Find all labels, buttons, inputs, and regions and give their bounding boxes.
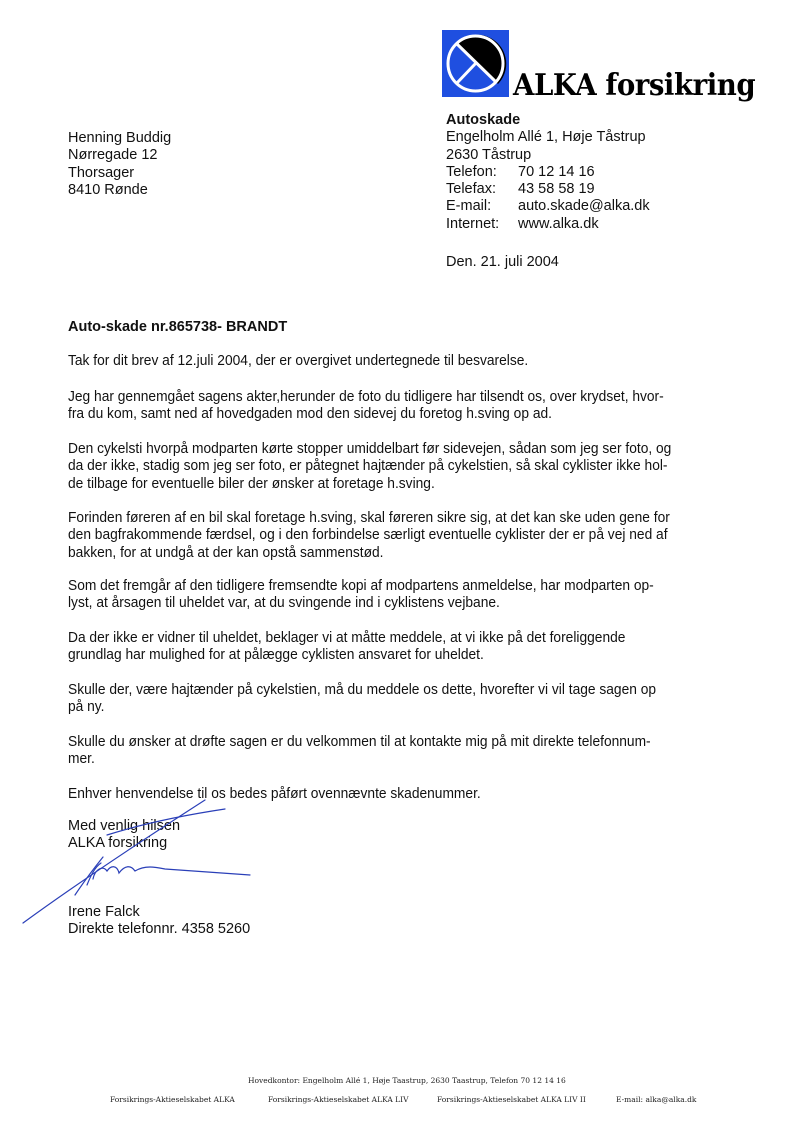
contact-internet <box>446 216 650 233</box>
recipient-town: Thorsager <box>68 164 135 181</box>
paragraph-line: Tak for dit brev af 12.juli 2004, der er overgivet undertegnede til besvarelse. <box>68 353 529 369</box>
footer-company: Forsikrings-Aktieselskabet ALKA <box>110 1095 235 1104</box>
recipient-name: Henning Buddig <box>68 130 172 146</box>
sender-block <box>446 112 650 233</box>
paragraph-line: mer. <box>68 751 95 768</box>
paragraph-line: Som det fremgår af den tidligere fremsendte kopi af modpartens anmeldelse, har modparten op- <box>68 578 654 594</box>
sender-address: Engelholm Allé 1, Høje Tåstrup <box>446 129 646 146</box>
recipient-postal: 8410 Rønde <box>68 181 148 198</box>
paragraph-line: Skulle du ønsker at drøfte sagen er du velkommen til at kontakte mig på mit direkte telefonnum- <box>68 734 651 750</box>
signer-name: Irene Falck <box>68 904 140 920</box>
footer-company: Forsikrings-Aktieselskabet ALKA LIV II <box>437 1095 586 1104</box>
signer-block <box>68 904 250 939</box>
paragraph-line: de tilbage for eventuelle biler der ønsker at foretage h.sving. <box>68 475 435 492</box>
contact-fax <box>446 181 650 198</box>
paragraph-line: Den cykelsti hvorpå modparten kørte stopper umiddelbart før sidevejen, sådan som jeg ser foto, og <box>68 441 672 457</box>
contact-label: Telefon: <box>446 163 497 180</box>
paragraph-line: Enhver henvendelse til os bedes påført ovennævnte skadenummer. <box>68 786 481 802</box>
closing <box>68 818 180 853</box>
letter-subject: Auto-skade nr.865738- BRANDT <box>68 319 288 335</box>
paragraph-line: den bagfrakommende færdsel, og i den forbindelse særligt eventuelle cyklister der er på vej ned af <box>68 527 668 544</box>
paragraph <box>68 578 714 613</box>
contact-label: Internet: <box>446 215 500 232</box>
contact-value: 70 12 14 16 <box>518 163 595 180</box>
paragraph-line: Jeg har gennemgået sagens akter,herunder de foto du tidligere har tilsendt os, over krydset, hvor- <box>68 389 664 405</box>
paragraph <box>68 630 714 665</box>
recipient-address <box>68 130 171 199</box>
paragraph-line: Forinden føreren af en bil skal foretage h.sving, skal føreren sikre sig, at det kan ske uden gene for <box>68 510 670 526</box>
paragraph-line: på ny. <box>68 699 105 716</box>
paragraph <box>68 510 714 562</box>
closing-company: ALKA forsikring <box>68 835 168 852</box>
footer-email[interactable]: E-mail: alka@alka.dk <box>616 1095 697 1104</box>
sender-department: Autoskade <box>446 112 521 128</box>
contact-value[interactable]: auto.skade@alka.dk <box>518 198 650 215</box>
paragraph-line: lyst, at årsagen til uheldet var, at du svingende ind i cyklistens vejbane. <box>68 595 500 612</box>
brand-name: ALKA forsikring <box>513 68 756 103</box>
sender-postal: 2630 Tåstrup <box>446 146 532 163</box>
signer-phone: Direkte telefonnr. 4358 5260 <box>68 921 251 938</box>
paragraph-line: Da der ikke er vidner til uheldet, beklager vi at måtte meddele, at vi ikke på det foreliggende <box>68 630 626 646</box>
contact-value[interactable]: www.alka.dk <box>518 215 599 232</box>
paragraph <box>68 353 714 370</box>
paragraph <box>68 441 714 493</box>
alka-logo-icon <box>442 30 509 97</box>
paragraph <box>68 682 714 717</box>
paragraph <box>68 786 714 803</box>
footer-company: Forsikrings-Aktieselskabet ALKA LIV <box>268 1095 409 1104</box>
paragraph-line: fra du kom, samt ned af hovedgaden mod den sidevej du foretog h.sving op ad. <box>68 406 552 423</box>
contact-value: 43 58 58 19 <box>518 181 595 198</box>
paragraph <box>68 389 714 424</box>
paragraph-line: Skulle der, være hajtænder på cykelstien, må du meddele os dette, hvorefter vi vil tage sagen op <box>68 682 657 698</box>
paragraph <box>68 734 714 769</box>
contact-label: E-mail: <box>446 198 492 215</box>
contact-label: Telefax: <box>446 181 496 198</box>
letter-date: Den. 21. juli 2004 <box>446 254 559 270</box>
paragraph-line: bakken, for at undgå at der kan opstå sammenstød. <box>68 544 384 561</box>
footer-head-office: Hovedkontor: Engelholm Allé 1, Høje Taastrup, 2630 Taastrup, Telefon 70 12 14 16 <box>248 1076 566 1085</box>
closing-greeting: Med venlig hilsen <box>68 818 181 834</box>
paragraph-line: grundlag har mulighed for at pålægge cyklisten ansvaret for uheldet. <box>68 647 484 664</box>
recipient-street: Nørregade 12 <box>68 147 158 164</box>
contact-phone <box>446 164 650 181</box>
contact-email <box>446 198 650 215</box>
paragraph-line: da der ikke, stadig som jeg ser foto, er påtegnet hajtænder på cykelstien, så skal cyklister ikke hol- <box>68 458 668 475</box>
